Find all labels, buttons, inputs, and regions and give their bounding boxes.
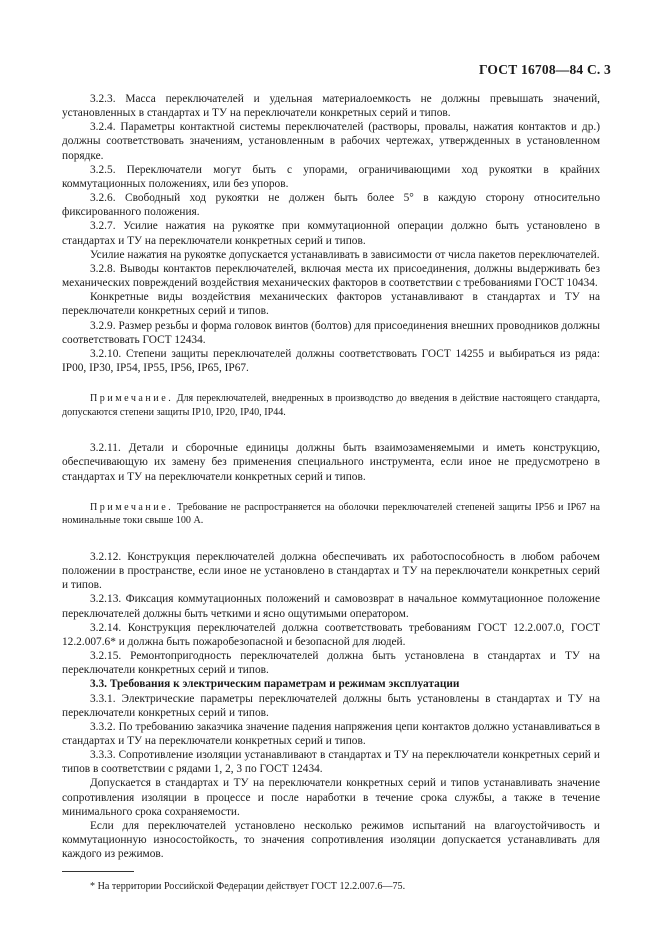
clause-3-2-8: 3.2.8. Выводы контактов переключателей, включая места их присоединения, должны выдерживать без механических повреждений воздействия механических факторов в соответствии с требованиями ГОСТ 10434. (62, 262, 600, 290)
clause-3-2-12: 3.2.12. Конструкция переключателей должна обеспечивать их работоспособность в любом рабочем положении в пространстве, если иное не установлено в стандартах и ТУ на переключатели конкретных серий и типов. (62, 550, 600, 592)
note-label: Примечание. (90, 501, 174, 513)
clause-3-3-3: 3.3.3. Сопротивление изоляции устанавливают в стандартах и ТУ на переключатели конкретных серий и типов в соответствии с рядами 1, 2, 3 по ГОСТ 12434. (62, 749, 600, 776)
clause-3-2-10: 3.2.10. Степени защиты переключателей должны соответствовать ГОСТ 14255 и выбираться из ряда: IP00, IP30, IP54, IP55, IP56, IP65, IP67. (62, 347, 600, 374)
clause-3-3-3-extra: Допускается в стандартах и ТУ на переключатели конкретных серий и типов устанавливать значение сопротивления изоляции в процессе и после наработки в течение срока службы, а также в течение минимального срока сохраняемости. (62, 777, 600, 818)
clause-3-3-1: 3.3.1. Электрические параметры переключателей должны быть установлены в стандартах и ТУ на переключатели конкретных серий и типов. (62, 692, 600, 719)
clause-3-2-6: 3.2.6. Свободный ход рукоятки не должен быть более 5° в каждую сторону относительно фиксированного положения. (62, 192, 600, 219)
footnote-divider (62, 871, 134, 872)
clause-3-2-11: 3.2.11. Детали и сборочные единицы должны быть взаимозаменяемыми и иметь конструкцию, обеспечивающую их замену без применения специального инструмента, если иное не предусмотрено в стандартах и ТУ на переключатели конкретных серий и типов. (62, 442, 600, 483)
clause-3-2-8-extra: Конкретные виды воздействия механических факторов устанавливают в стандартах и ТУ на переключатели конкретных серий и типов. (62, 291, 600, 318)
clause-3-3-3-modes: Если для переключателей установлено несколько режимов испытаний на влагоустойчивость и коммутационную износостойкость, то значения сопротивления изоляции допускается устанавливать для каждого из режимов. (62, 819, 600, 861)
footnote: * На территории Российской Федерации действует ГОСТ 12.2.007.6—75. (90, 881, 406, 893)
clause-3-2-7-extra: Усилие нажатия на рукоятке допускается устанавливать в зависимости от числа пакетов переключателей. (90, 248, 600, 261)
note-text: Для переключателей, внедренных в производство до введения в действие настоящего стандарта, допускаются степени защиты IP10, IP20, IP40, IP44. (62, 393, 600, 418)
clause-3-2-14: 3.2.14. Конструкция переключателей должна соответствовать требованиям ГОСТ 12.2.007.0, ГОСТ 12.2.007.6* и должна быть пожаробезопасной и безопасной для людей. (62, 621, 600, 648)
note-1 (62, 392, 600, 419)
note-text: Требование не распространяется на оболочки переключателей степеней защиты IP56 и IP67 на номинальные токи свыше 100 А. (62, 501, 600, 527)
page-header: ГОСТ 16708—84 С. 3 (478, 62, 611, 77)
clause-3-2-13: 3.2.13. Фиксация коммутационных положений и самовозврат в начальное коммутационное положение переключателей должны быть четкими и ясно ощутимыми оператором. (62, 593, 600, 620)
clause-3-2-3: 3.2.3. Масса переключателей и удельная материалоемкость не должны превышать значений, установленных в стандартах и ТУ на переключатели конкретных серий и типов. (62, 93, 600, 120)
clause-3-2-4: 3.2.4. Параметры контактной системы переключателей (растворы, провалы, нажатия контактов и др.) должны соответствовать значениям, установленным в рабочих чертежах, утвержденных в установленном порядке. (62, 121, 600, 162)
clause-3-2-9: 3.2.9. Размер резьбы и форма головок винтов (болтов) для присоединения внешних проводников должны соответствовать ГОСТ 12434. (62, 319, 600, 346)
note-2 (62, 501, 600, 528)
clause-3-2-5: 3.2.5. Переключатели могут быть с упорами, ограничивающими ход рукоятки в крайних коммутационных положениях, или без упоров. (62, 163, 600, 190)
clause-3-3-2: 3.3.2. По требованию заказчика значение падения напряжения цепи контактов должно устанавливаться в стандартах и ТУ на переключатели конкретных серий и типов. (62, 720, 600, 747)
document-body (62, 92, 600, 893)
note-label: Примечание. (90, 393, 174, 405)
section-heading-3-3: 3.3. Требования к электрическим параметрам и режимам эксплуатации (90, 678, 460, 691)
clause-3-2-7: 3.2.7. Усилие нажатия на рукоятке при коммутационной операции должно быть установлено в стандартах и ТУ на переключатели конкретных серий и типов. (62, 220, 600, 247)
clause-3-2-15: 3.2.15. Ремонтопригодность переключателей должна быть установлена в стандартах и ТУ на переключатели конкретных серий и типов. (62, 650, 600, 677)
